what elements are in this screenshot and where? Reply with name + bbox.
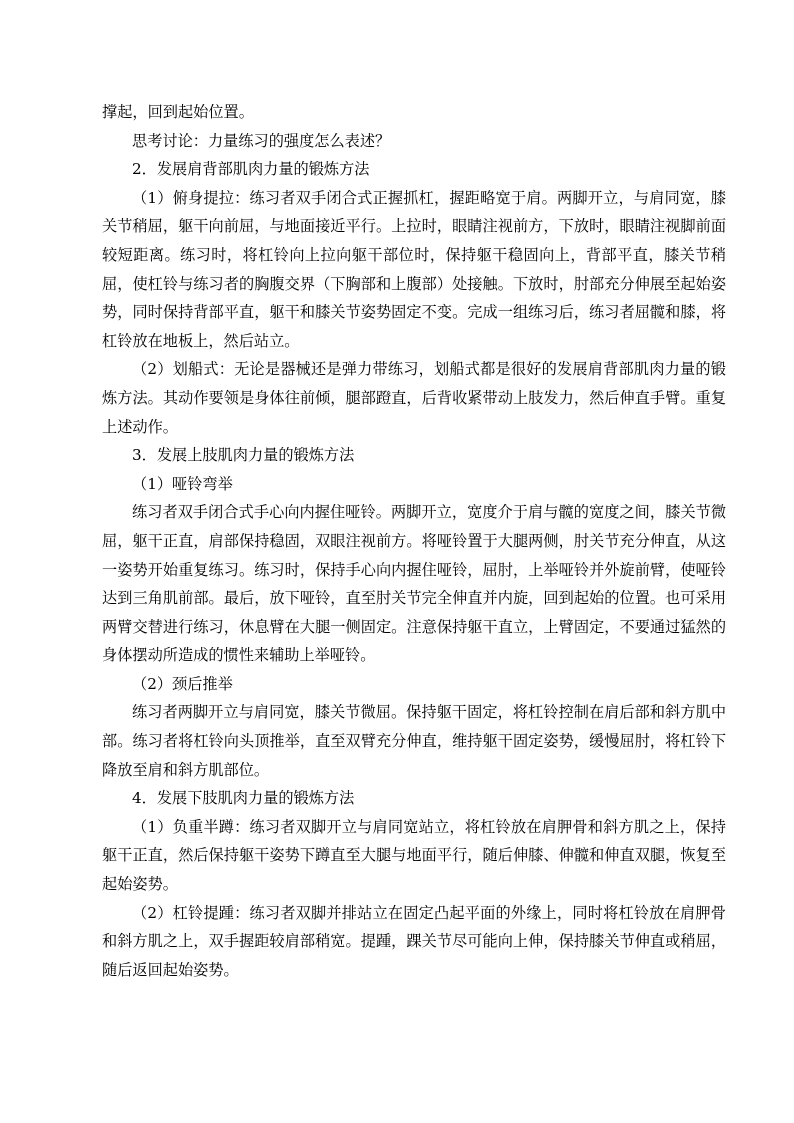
- paragraph-continuation: 撑起，回到起始位置。: [102, 103, 254, 121]
- paragraph-dumbbell-curl: 练习者双手闭合式手心向内握住哑铃。两脚开立，宽度介于肩与髋的宽度之间，膝关节微屈，躯干正直，肩部保持稳固，双眼注视前方。将哑铃置于大腿两侧，肘关节充分伸直，从这一姿势开始重复练习。练习时，保持手心向内握住哑铃，屈肘，上举哑铃并外旋前臂，使哑铃达到三角肌前部。最后，放下哑铃，直至肘关节完全伸直并内旋，回到起始的位置。也可采用两臂交替进行练习，休息臂在大腿一侧固定。注意保持躯干直立，上臂固定，不要通过猛然的身体摆动所造成的惯性来辅助上举哑铃。: [102, 503, 726, 665]
- subheading-behind-neck-press: （2）颈后推举: [132, 674, 233, 693]
- paragraph-half-squat: （1）负重半蹲：练习者双脚开立与肩同宽站立，将杠铃放在肩胛骨和斜方肌之上，保持躯干正直，然后保持躯干姿势下蹲直至大腿与地面平行，随后伸膝、伸髋和伸直双腿，恢复至起始姿势。: [102, 817, 726, 894]
- document-body: [102, 98, 726, 984]
- paragraph-calf-raise: （2）杠铃提踵：练习者双脚并排站立在固定凸起平面的外缘上，同时将杠铃放在肩胛骨和斜方肌之上，双手握距较肩部稍宽。提踵，踝关节尽可能向上伸，保持膝关节伸直或稍屈，随后返回起始姿势。: [102, 903, 726, 979]
- paragraph-rowing: （2）划船式：无论是器械还是弹力带练习，划船式都是很好的发展肩背部肌肉力量的锻炼方法。其动作要领是身体往前倾，腿部蹬直，后背收紧带动上肢发力，然后伸直手臂。重复上述动作。: [102, 360, 726, 436]
- section-heading-upper-limb: 3．发展上肢肌肉力量的锻炼方法: [132, 446, 355, 465]
- discussion-question: 思考讨论：力量练习的强度怎么表述？: [132, 131, 391, 150]
- subheading-dumbbell-curl: （1）哑铃弯举: [132, 474, 233, 493]
- section-heading-shoulder-back: 2．发展肩背部肌肉力量的锻炼方法: [132, 160, 370, 179]
- paragraph-bent-over-row: （1）俯身提拉：练习者双手闭合式正握抓杠，握距略宽于肩。两脚开立，与肩同宽，膝关节稍屈，躯干向前屈，与地面接近平行。上拉时，眼睛注视前方，下放时，眼睛注视脚前面较短距离。练习时，将杠铃向上拉向躯干部位时，保持躯干稳固向上，背部平直，膝关节稍屈，使杠铃与练习者的胸腹交界（下胸部和上腹部）处接触。下放时，肘部充分伸展至起始姿势，同时保持背部平直，躯干和膝关节姿势固定不变。完成一组练习后，练习者屈髋和膝，将杠铃放在地板上，然后站立。: [102, 188, 726, 350]
- section-heading-lower-limb: 4．发展下肢肌肉力量的锻炼方法: [132, 789, 355, 808]
- paragraph-behind-neck-press: 练习者两脚开立与肩同宽，膝关节微屈。保持躯干固定，将杠铃控制在肩后部和斜方肌中部。练习者将杠铃向头顶推举，直至双臂充分伸直，维持躯干固定姿势，缓慢屈肘，将杠铃下降放至肩和斜方肌部位。: [102, 703, 726, 779]
